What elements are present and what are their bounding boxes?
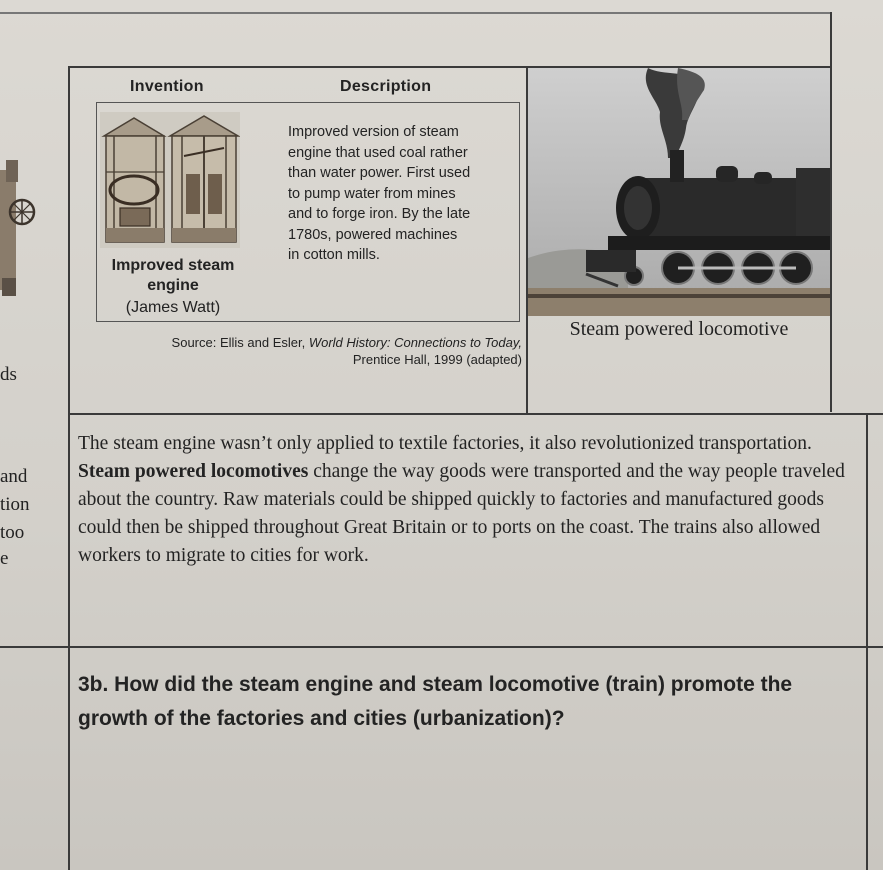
description-line: than water power. First used (288, 165, 471, 181)
question-3b: 3b. How did the steam engine and steam locomotive (train) promote the growth of the factories and cities (urbanization)? (78, 673, 793, 730)
section-rule-1 (70, 413, 883, 415)
invention-description (288, 122, 516, 266)
description-line: Improved version of steam (288, 124, 459, 140)
left-word-5: e (0, 548, 9, 569)
source-publisher: Prentice Hall, 1999 (adapted) (352, 352, 522, 367)
engine-inventor: (James Watt) (125, 299, 221, 316)
steam-engine-illustration-icon (100, 112, 240, 248)
invention-header: Invention (130, 78, 204, 95)
answer-area[interactable] (70, 740, 864, 868)
source-prefix: Source: Ellis and Esler, (171, 335, 309, 350)
description-line: to pump water from mines (288, 185, 456, 202)
left-word-3: tion (0, 494, 30, 515)
source-citation (82, 334, 522, 368)
section-rule-2 (0, 646, 883, 648)
paragraph-text-2: change the way goods were transported and the way people traveled about the country. Raw materials could be shipped quickly to factories and manufactured goods could then be shipped throughout Great Britain or to ports on the coast. The trains also allowed workers to migrate to cities for work. (78, 461, 845, 566)
left-word-1: ds (0, 364, 17, 385)
left-word-2: and (0, 466, 28, 487)
description-line: in cotton mills. (288, 247, 380, 263)
left-word-4: too (0, 522, 25, 543)
source-title: World History: Connections to Today, (308, 335, 522, 350)
paragraph-text-1: The steam engine wasn’t only applied to textile factories, it also revolutionized transportation. (78, 433, 812, 454)
outer-right-rule (866, 413, 868, 870)
paragraph-bold-term: Steam powered locomotives (78, 461, 309, 482)
right-column-rule (830, 12, 832, 412)
steam-locomotive-photo-icon (528, 68, 830, 316)
engine-caption-line1: Improved steam (111, 257, 235, 274)
description-line: 1780s, powered machines (288, 226, 458, 243)
engine-caption-line2: engine (147, 277, 199, 294)
engine-caption (88, 256, 258, 318)
left-partial-illustration (0, 160, 40, 300)
locomotive-caption: Steam powered locomotive (569, 318, 789, 340)
description-line: and to forge iron. By the late (288, 206, 471, 222)
description-line: engine that used coal rather (288, 144, 468, 161)
top-rule (0, 12, 832, 14)
description-header: Description (340, 78, 432, 95)
steam-engine-paragraph (78, 430, 858, 570)
